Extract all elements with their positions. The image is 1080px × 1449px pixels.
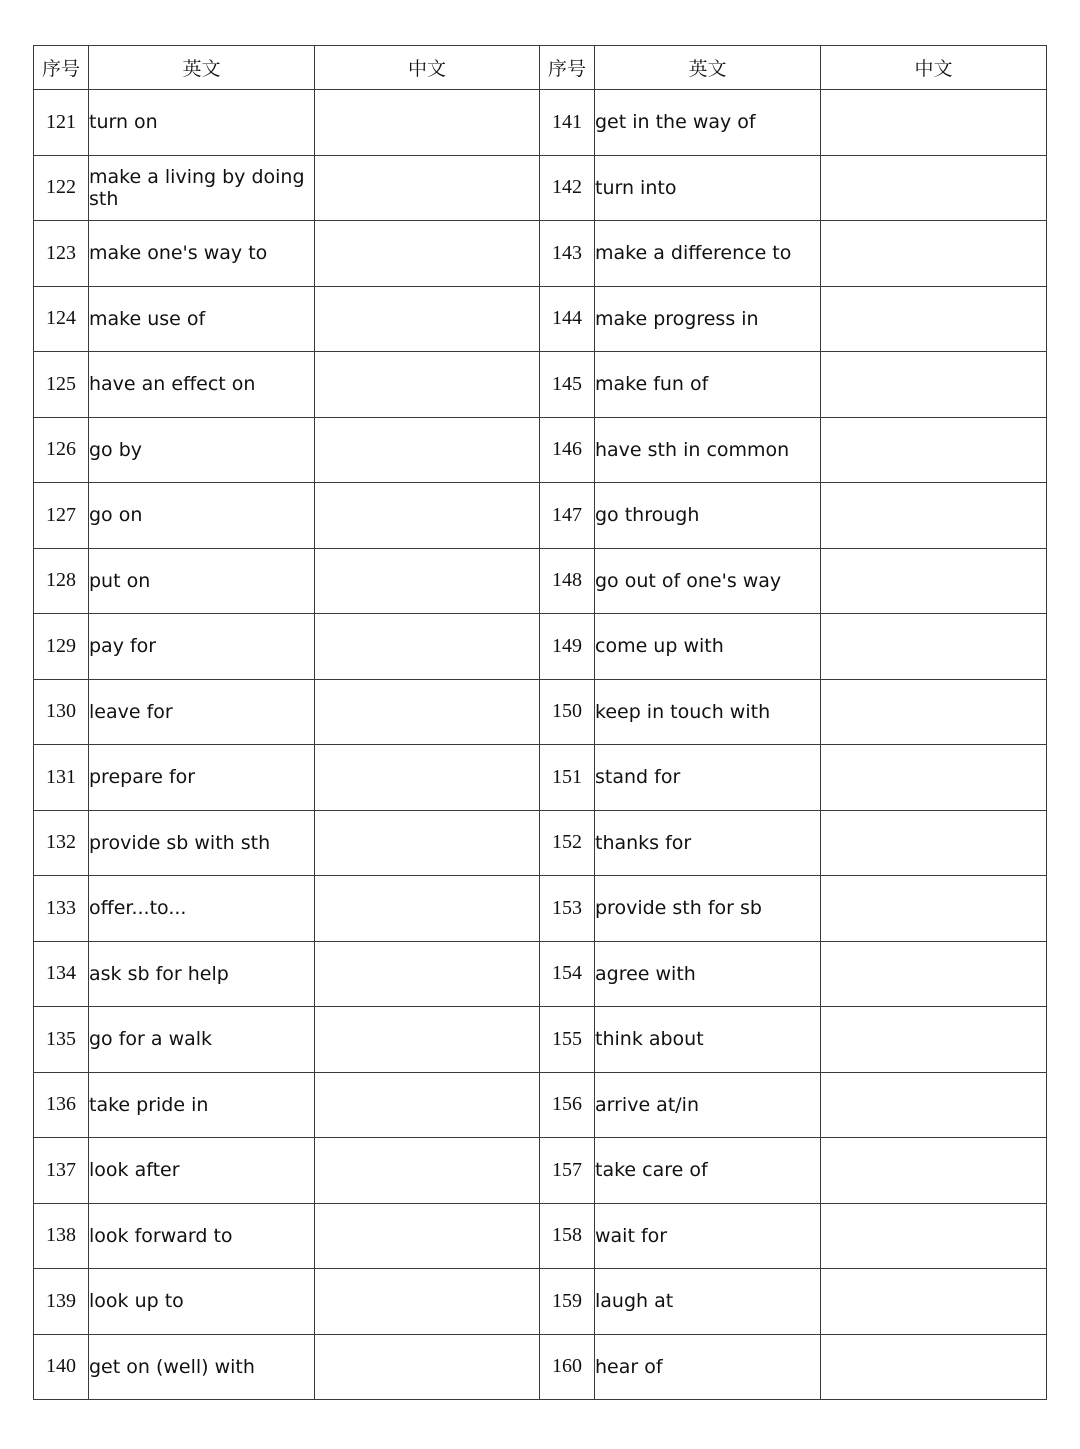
chinese-answer-cell-left[interactable] (315, 483, 540, 549)
english-phrase-right: get in the way of (595, 90, 821, 156)
row-number-right: 156 (540, 1072, 595, 1138)
row-number-left: 138 (34, 1203, 89, 1269)
chinese-answer-cell-left[interactable] (315, 1138, 540, 1204)
row-number-left: 131 (34, 745, 89, 811)
table-row (34, 1334, 1047, 1400)
english-phrase-right: wait for (595, 1203, 821, 1269)
english-phrase-right: stand for (595, 745, 821, 811)
english-phrase-right: thanks for (595, 810, 821, 876)
english-phrase-left: get on (well) with (89, 1334, 315, 1400)
table-body (34, 90, 1047, 1400)
row-number-left: 125 (34, 352, 89, 418)
row-number-right: 157 (540, 1138, 595, 1204)
english-phrase-left: leave for (89, 679, 315, 745)
row-number-left: 135 (34, 1007, 89, 1073)
table-row (34, 876, 1047, 942)
english-phrase-left: pay for (89, 614, 315, 680)
row-number-right: 143 (540, 221, 595, 287)
table-row (34, 1203, 1047, 1269)
english-phrase-left: make use of (89, 286, 315, 352)
row-number-right: 158 (540, 1203, 595, 1269)
row-number-left: 128 (34, 548, 89, 614)
chinese-answer-cell-right[interactable] (821, 1072, 1047, 1138)
table-row (34, 1138, 1047, 1204)
english-phrase-left: look after (89, 1138, 315, 1204)
chinese-answer-cell-right[interactable] (821, 90, 1047, 156)
row-number-right: 145 (540, 352, 595, 418)
header-num-left: 序号 (34, 46, 89, 90)
header-zh-right: 中文 (821, 46, 1047, 90)
row-number-left: 129 (34, 614, 89, 680)
english-phrase-right: go out of one's way (595, 548, 821, 614)
english-phrase-right: go through (595, 483, 821, 549)
header-zh-left: 中文 (315, 46, 540, 90)
row-number-left: 127 (34, 483, 89, 549)
english-phrase-right: take care of (595, 1138, 821, 1204)
chinese-answer-cell-right[interactable] (821, 876, 1047, 942)
row-number-right: 154 (540, 941, 595, 1007)
row-number-right: 144 (540, 286, 595, 352)
chinese-answer-cell-left[interactable] (315, 352, 540, 418)
row-number-left: 121 (34, 90, 89, 156)
english-phrase-right: provide sth for sb (595, 876, 821, 942)
english-phrase-right: agree with (595, 941, 821, 1007)
chinese-answer-cell-right[interactable] (821, 417, 1047, 483)
row-number-left: 136 (34, 1072, 89, 1138)
chinese-answer-cell-right[interactable] (821, 155, 1047, 221)
row-number-left: 126 (34, 417, 89, 483)
table-row (34, 483, 1047, 549)
english-phrase-left: go for a walk (89, 1007, 315, 1073)
row-number-left: 132 (34, 810, 89, 876)
chinese-answer-cell-left[interactable] (315, 1007, 540, 1073)
table-row (34, 286, 1047, 352)
chinese-answer-cell-right[interactable] (821, 1269, 1047, 1335)
chinese-answer-cell-left[interactable] (315, 155, 540, 221)
row-number-left: 140 (34, 1334, 89, 1400)
row-number-left: 133 (34, 876, 89, 942)
row-number-right: 141 (540, 90, 595, 156)
row-number-left: 122 (34, 155, 89, 221)
table-row (34, 90, 1047, 156)
table-row (34, 614, 1047, 680)
english-phrase-right: arrive at/in (595, 1072, 821, 1138)
chinese-answer-cell-right[interactable] (821, 679, 1047, 745)
table-row (34, 810, 1047, 876)
chinese-answer-cell-right[interactable] (821, 548, 1047, 614)
english-phrase-right: think about (595, 1007, 821, 1073)
english-phrase-left: have an effect on (89, 352, 315, 418)
chinese-answer-cell-left[interactable] (315, 876, 540, 942)
chinese-answer-cell-right[interactable] (821, 745, 1047, 811)
row-number-left: 134 (34, 941, 89, 1007)
chinese-answer-cell-left[interactable] (315, 679, 540, 745)
header-row (34, 46, 1047, 90)
chinese-answer-cell-right[interactable] (821, 614, 1047, 680)
chinese-answer-cell-right[interactable] (821, 1007, 1047, 1073)
english-phrase-left: go by (89, 417, 315, 483)
table-row (34, 221, 1047, 287)
chinese-answer-cell-left[interactable] (315, 1334, 540, 1400)
header-en-right: 英文 (595, 46, 821, 90)
header-num-right: 序号 (540, 46, 595, 90)
chinese-answer-cell-right[interactable] (821, 286, 1047, 352)
english-phrase-left: ask sb for help (89, 941, 315, 1007)
chinese-answer-cell-left[interactable] (315, 1203, 540, 1269)
chinese-answer-cell-right[interactable] (821, 1334, 1047, 1400)
table-row (34, 1269, 1047, 1335)
chinese-answer-cell-left[interactable] (315, 614, 540, 680)
phrase-table (33, 45, 1047, 1400)
table-row (34, 352, 1047, 418)
chinese-answer-cell-left[interactable] (315, 941, 540, 1007)
chinese-answer-cell-right[interactable] (821, 483, 1047, 549)
english-phrase-left: prepare for (89, 745, 315, 811)
english-phrase-right: keep in touch with (595, 679, 821, 745)
chinese-answer-cell-right[interactable] (821, 1203, 1047, 1269)
row-number-right: 146 (540, 417, 595, 483)
table-row (34, 417, 1047, 483)
english-phrase-left: look forward to (89, 1203, 315, 1269)
row-number-right: 160 (540, 1334, 595, 1400)
english-phrase-right: turn into (595, 155, 821, 221)
table-row (34, 745, 1047, 811)
table-row (34, 1007, 1047, 1073)
chinese-answer-cell-right[interactable] (821, 221, 1047, 287)
table-row (34, 1072, 1047, 1138)
row-number-right: 151 (540, 745, 595, 811)
table-row (34, 155, 1047, 221)
row-number-right: 150 (540, 679, 595, 745)
english-phrase-left: make a living by doing sth (89, 155, 315, 221)
chinese-answer-cell-right[interactable] (821, 1138, 1047, 1204)
english-phrase-left: look up to (89, 1269, 315, 1335)
row-number-right: 152 (540, 810, 595, 876)
row-number-right: 153 (540, 876, 595, 942)
row-number-left: 124 (34, 286, 89, 352)
table-row (34, 941, 1047, 1007)
header-en-left: 英文 (89, 46, 315, 90)
table-row (34, 548, 1047, 614)
row-number-left: 139 (34, 1269, 89, 1335)
chinese-answer-cell-left[interactable] (315, 548, 540, 614)
row-number-right: 149 (540, 614, 595, 680)
chinese-answer-cell-right[interactable] (821, 352, 1047, 418)
english-phrase-right: come up with (595, 614, 821, 680)
chinese-answer-cell-left[interactable] (315, 221, 540, 287)
english-phrase-left: offer...to... (89, 876, 315, 942)
chinese-answer-cell-left[interactable] (315, 1269, 540, 1335)
row-number-left: 130 (34, 679, 89, 745)
english-phrase-right: make fun of (595, 352, 821, 418)
english-phrase-left: take pride in (89, 1072, 315, 1138)
english-phrase-right: have sth in common (595, 417, 821, 483)
english-phrase-right: make a difference to (595, 221, 821, 287)
chinese-answer-cell-left[interactable] (315, 286, 540, 352)
chinese-answer-cell-left[interactable] (315, 90, 540, 156)
english-phrase-left: provide sb with sth (89, 810, 315, 876)
row-number-right: 142 (540, 155, 595, 221)
row-number-right: 159 (540, 1269, 595, 1335)
row-number-left: 123 (34, 221, 89, 287)
chinese-answer-cell-left[interactable] (315, 810, 540, 876)
english-phrase-left: turn on (89, 90, 315, 156)
row-number-right: 155 (540, 1007, 595, 1073)
table-row (34, 679, 1047, 745)
english-phrase-left: go on (89, 483, 315, 549)
chinese-answer-cell-left[interactable] (315, 417, 540, 483)
row-number-right: 148 (540, 548, 595, 614)
chinese-answer-cell-left[interactable] (315, 1072, 540, 1138)
english-phrase-left: put on (89, 548, 315, 614)
english-phrase-right: make progress in (595, 286, 821, 352)
chinese-answer-cell-left[interactable] (315, 745, 540, 811)
row-number-right: 147 (540, 483, 595, 549)
chinese-answer-cell-right[interactable] (821, 941, 1047, 1007)
row-number-left: 137 (34, 1138, 89, 1204)
english-phrase-left: make one's way to (89, 221, 315, 287)
english-phrase-right: hear of (595, 1334, 821, 1400)
chinese-answer-cell-right[interactable] (821, 810, 1047, 876)
english-phrase-right: laugh at (595, 1269, 821, 1335)
